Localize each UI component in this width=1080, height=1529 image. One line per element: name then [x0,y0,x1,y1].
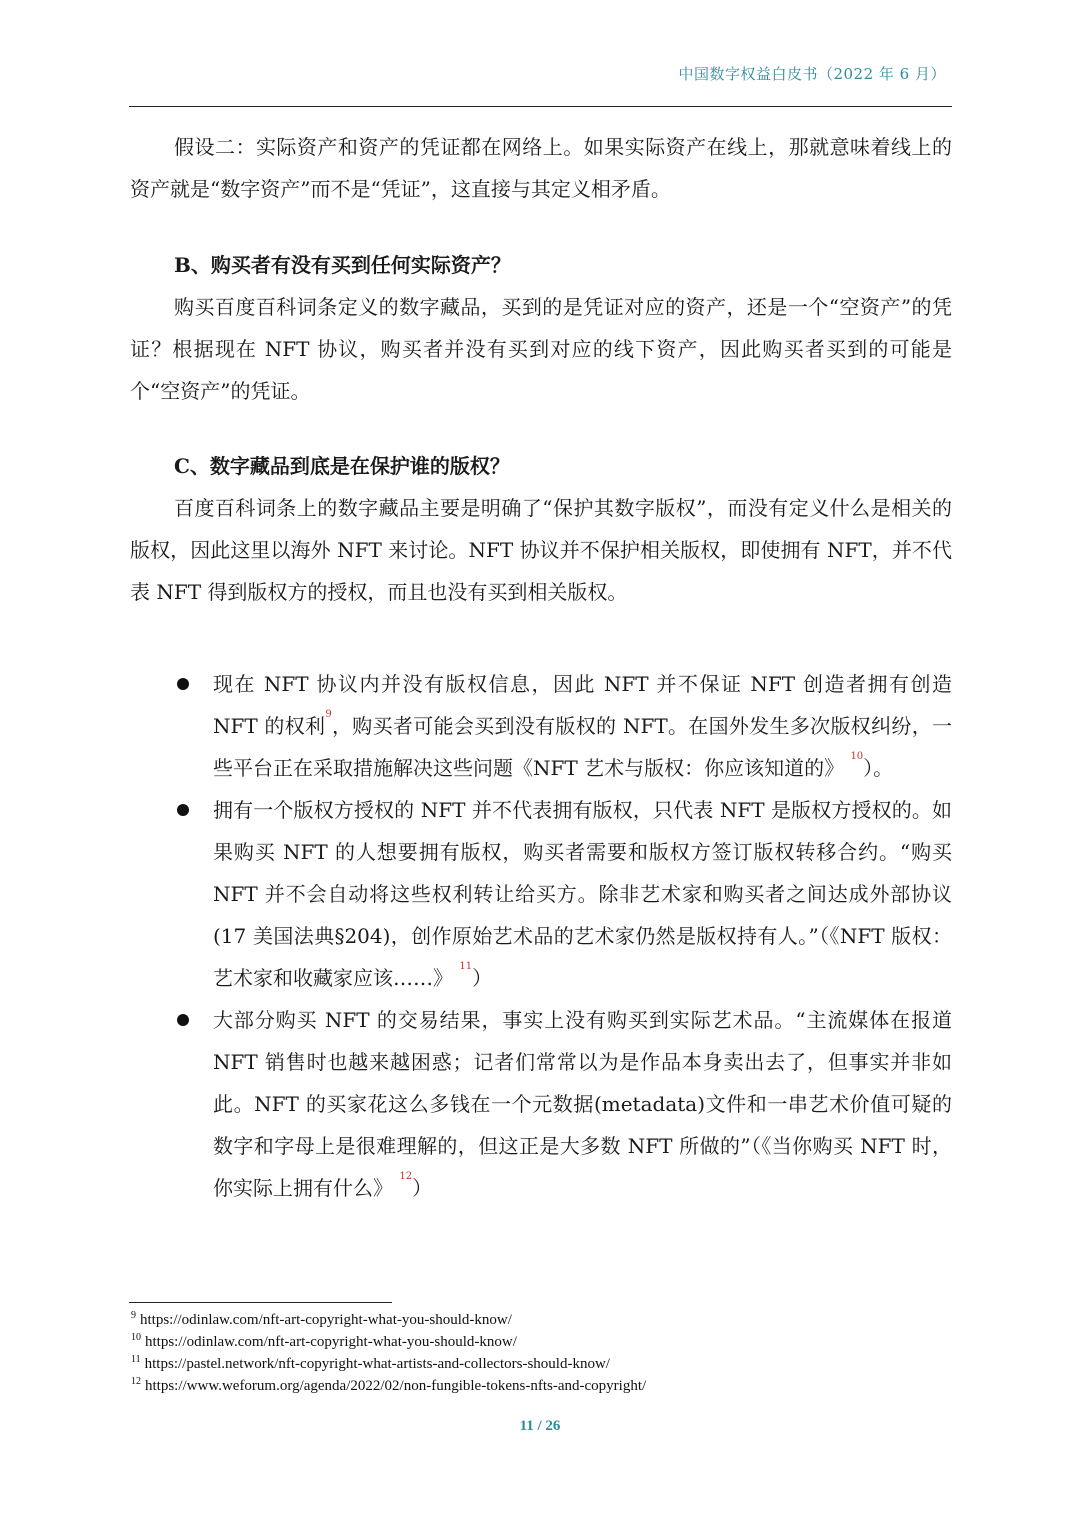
bullet-icon [177,1014,189,1026]
section-b-heading: B、购买者有没有买到任何实际资产？ [174,253,511,277]
bullet-text: ） [412,1176,433,1200]
footnote-number: 11 [131,1354,141,1365]
footnote-link[interactable]: https://odinlaw.com/nft-art-copyright-what-you-should-know/ [140,1312,512,1328]
footnote-item [131,1331,951,1353]
section-c-heading: C、数字藏品到底是在保护谁的版权？ [174,454,510,478]
assumption-two-paragraph: 假设二：实际资产和资产的凭证都在网络上。如果实际资产在线上，那就意味着线上的资产就是“数字资产”而不是“凭证”，这直接与其定义相矛盾。 [130,135,952,201]
header-divider [129,106,952,107]
bullet-icon [177,804,189,816]
page-body [130,126,952,1209]
footnotes [131,1309,951,1397]
footnote-ref[interactable]: 10 [850,751,864,762]
footnote-item [131,1375,951,1397]
list-item [130,663,952,789]
bullet-text: ）。 [863,756,894,780]
bullet-icon [177,678,189,690]
footnote-divider [129,1302,392,1303]
bullet-text: 现在 NFT 协议内并没有版权信息，因此 NFT 并不保证 NFT 创造者拥有创造 NFT 的权利 [213,672,952,738]
section-b-paragraph: 购买百度百科词条定义的数字藏品，买到的是凭证对应的资产，还是一个“空资产”的凭证？根据现在 NFT 协议，购买者并没有买到对应的线下资产，因此购买者买到的可能是个“空资产”的凭证。 [130,295,952,403]
footnote-link[interactable]: https://www.weforum.org/agenda/2022/02/non-fungible-tokens-nfts-and-copyright/ [145,1378,647,1394]
bullet-text: 大部分购买 NFT 的交易结果，事实上没有购买到实际艺术品。“主流媒体在报道 NFT 销售时也越来越困惑；记者们常常以为是作品本身卖出去了，但事实并非如此。NFT 的买家花这么多钱在一个元数据(metadata)文件和一串艺术价值可疑的数字和字母上是很难理解的，但这正是大多数 NFT 所做的”（《当你购买 NFT 时，你实际上拥有什么》 [213,1008,952,1200]
footnote-link[interactable]: https://pastel.network/nft-copyright-what-artists-and-collectors-should-know/ [144,1356,610,1372]
footnote-link[interactable]: https://odinlaw.com/nft-art-copyright-what-you-should-know/ [145,1334,517,1350]
bullet-list [130,663,952,1209]
bullet-text: ） [472,966,493,990]
footnote-number: 9 [131,1310,136,1321]
list-item [130,789,952,999]
bullet-text: 拥有一个版权方授权的 NFT 并不代表拥有版权，只代表 NFT 是版权方授权的。如果购买 NFT 的人想要拥有版权，购买者需要和版权方签订版权转移合约。“购买 NFT 并不会自动将这些权利转让给买方。除非艺术家和购买者之间达成外部协议(17 美国法典§204)，创作原始艺术品的艺术家仍然是版权持有人。”（《NFT 版权：艺术家和收藏家应该……》 [213,798,952,990]
page-number: 11 / 26 [519,1418,561,1434]
footnote-ref[interactable]: 9 [325,709,332,720]
bullet-text: ，购买者可能会买到没有版权的 NFT。在国外发生多次版权纠纷，一些平台正在采取措施解决这些问题《NFT 艺术与版权：你应该知道的》 [213,714,952,780]
list-item [130,999,952,1209]
footnote-ref[interactable]: 12 [399,1171,413,1182]
section-c-paragraph: 百度百科词条上的数字藏品主要是明确了“保护其数字版权”，而没有定义什么是相关的版权，因此这里以海外 NFT 来讨论。NFT 协议并不保护相关版权，即使拥有 NFT，并不代表 NFT 得到版权方的授权，而且也没有买到相关版权。 [130,496,952,604]
footnote-item [131,1353,951,1375]
footnote-ref[interactable]: 11 [459,961,473,972]
footnote-number: 12 [131,1376,141,1387]
footnote-number: 10 [131,1332,141,1343]
running-header-title: 中国数字权益白皮书（2022 年 6 月） [678,65,946,83]
footnote-item [131,1309,951,1331]
